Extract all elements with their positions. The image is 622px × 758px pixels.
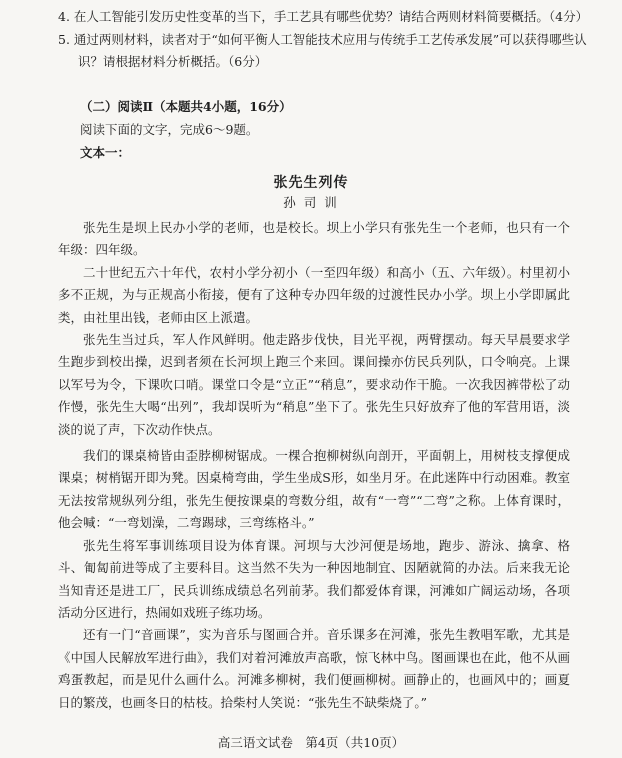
paragraph: 还有一门“音画课”，实为音乐与图画合并。音乐课多在河滩，张先生教唱军歌，尤其是《中国人民解放军进行曲》，我们对着河滩放声高歌，惊飞林中鸟。图画课也在此，他不从画鸡蛋教起，而是见什么画什么。河滩多柳树，我们便画柳树。画静止的，也画风中的；画夏日的繁茂，也画冬日的枯枝。拾柴村人笑说：“张先生不缺柴烧了。”: [58, 627, 570, 710]
page-footer: 高三语文试卷 第4页（共10页）: [217, 735, 405, 750]
paragraph: 张先生当过兵，军人作风鲜明。他走路步伐快，目光平视，两臂摆动。每天早晨要求学生跑步到校出操，迟到者须在长河坝上跑三个来回。课间操亦仿民兵列队，口令响亮。上课以军号为令，下课吹口哨。课堂口令是“立正”“稍息”，要求动作干脆。一次我因裤带松了动作慢，张先生大喝“出列”，我却误听为“稍息”坐下了。张先生只好放弃了他的军营用语，淡淡的说了声，下次动作快点。: [58, 332, 570, 437]
paragraph: 张先生是坝上民办小学的老师，也是校长。坝上小学只有张先生一个老师，也只有一个年级：四年级。: [58, 220, 570, 258]
article-body: [58, 217, 570, 714]
section-instruction: 阅读下面的文字，完成6～9题。: [80, 122, 259, 137]
question-5-line-2: 识？请根据材料分析概括。（6分）: [78, 54, 268, 69]
question-5-line-1: 5. 通过两则材料，读者对于“如何平衡人工智能技术应用与传统手工艺传承发展”可以获得哪些认: [58, 32, 587, 47]
paragraph: 二十世纪五六十年代，农村小学分初小（一至四年级）和高小（五、六年级）。村里初小多不正规，为与正规高小衔接，便有了这种专办四年级的过渡性民办小学。坝上小学即属此类，由社里出钱，老师由区上派遣。: [58, 264, 570, 325]
article-author: 孙 司 训: [283, 195, 339, 210]
text-label: 文本一：: [80, 145, 131, 160]
section-heading: （二）阅读Ⅱ（本题共4小题，16分）: [80, 99, 292, 114]
question-4: 4. 在人工智能引发历史性变革的当下，手工艺具有哪些优势？请结合两则材料简要概括。（4分）: [58, 9, 589, 24]
paragraph: 我们的课桌椅皆由歪脖柳树锯成。一棵合抱柳树纵向剖开，平面朝上，用树枝支撑便成课桌；树梢锯开即为凳。因桌椅弯曲，学生坐成S形，如坐月牙。在此迷阵中行动困难。教室无法按常规纵列分组，张先生便按课桌的弯数分组，故有“一弯”“二弯”之称。上体育课时，他会喊：“一弯划澡，二弯踢球，三弯练格斗。”: [58, 448, 570, 531]
article-title: 张先生列传: [273, 175, 349, 191]
paragraph: 张先生将军事训练项目设为体育课。河坝与大沙河便是场地，跑步、游泳、擒拿、格斗、匍匐前进等成了主要科目。这当然不失为一种因地制宜、因陋就简的办法。后来我无论当知青还是进工厂，民兵训练成绩总名列前茅。我们都爱体育课，河滩如广阔运动场，各项活动分区进行，热闹如戏班子练功场。: [58, 537, 570, 620]
